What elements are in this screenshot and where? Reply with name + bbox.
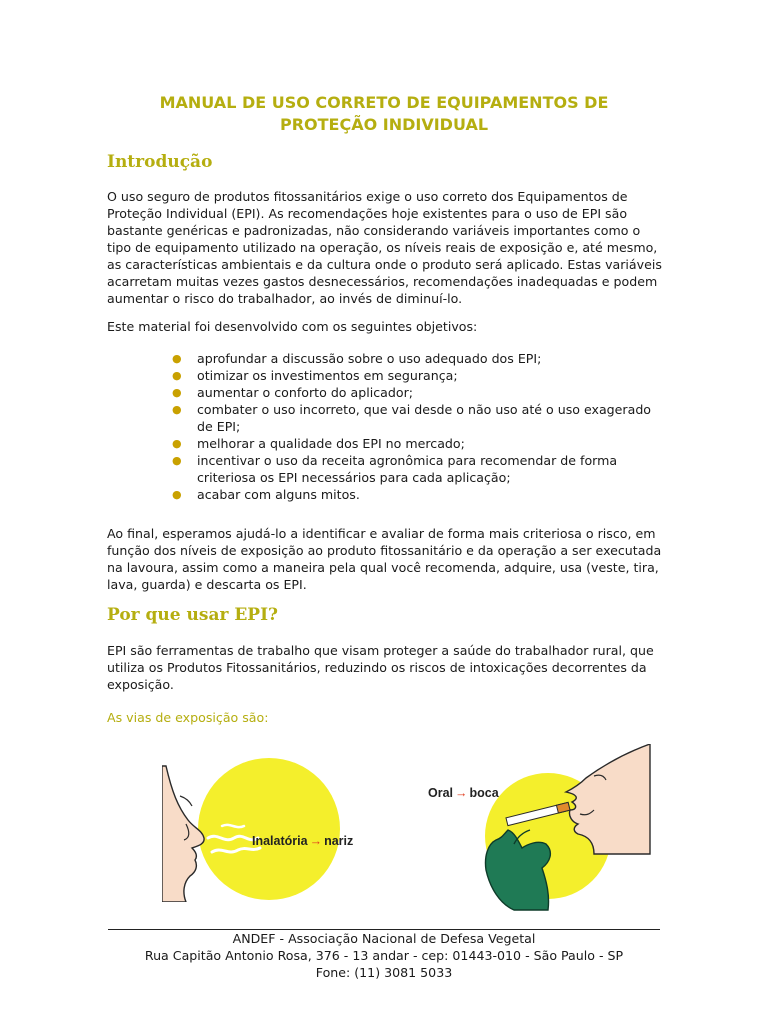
title-line-2: PROTEÇÃO INDIVIDUAL — [279, 115, 489, 134]
arrow-right-icon: → — [309, 834, 323, 848]
list-item: ● combater o uso incorreto, que vai desde o não uso até o uso exagerado de EPI; — [172, 402, 652, 434]
footer-phone: Fone: (11) 3081 5033 — [315, 965, 453, 980]
closing-paragraph: Ao final, esperamos ajudá-lo a identificar e avaliar de forma mais criteriosa o risco, em função dos níveis de exposição ao produto fitossanitário e da operação a ser executada na lavoura, assim como a maneira pela qual você recomenda, adquire, usa (veste, tira, lava, guarda) e descarta os EPI. — [107, 526, 662, 592]
bullet-icon: ● — [172, 488, 182, 501]
footer — [100, 930, 668, 981]
inhalation-label: Inalatória → nariz — [252, 834, 354, 848]
face-profile — [162, 766, 204, 902]
intro-paragraph: O uso seguro de produtos fitossanitários exige o uso correto dos Equipamentos de Proteção Individual (EPI). As recomendações hoje existentes para o uso de EPI são bastante genéricas e padronizadas, não considerando variáveis importantes como o tipo de equipamento utilizado na operação, os níveis reais de exposição e, até mesmo, as características ambientais e da cultura onde o produto será aplicado. Estas variáveis acarretam muitas vezes gastos desnecessários, recomendações inadequadas e podem aumentar o risco do trabalhador, ao invés de diminuí-lo. — [107, 189, 662, 306]
glove — [485, 830, 550, 910]
bullet-icon: ● — [172, 386, 182, 399]
inhalation-illustration — [162, 752, 372, 902]
exposure-intro: As vias de exposição são: — [107, 710, 269, 725]
footer-address: Rua Capitão Antonio Rosa, 376 - 13 andar - cep: 01443-010 - São Paulo - SP — [144, 948, 624, 963]
objectives-list — [170, 350, 660, 503]
why-paragraph: EPI são ferramentas de trabalho que visam proteger a saúde do trabalhador rural, que utiliza os Produtos Fitossanitários, reduzindo os riscos de intoxicações decorrentes da exposição. — [107, 643, 654, 692]
bullet-icon: ● — [172, 454, 182, 467]
oral-image — [418, 744, 658, 914]
list-item: ● acabar com alguns mitos. — [172, 487, 360, 502]
bullet-icon: ● — [172, 352, 182, 365]
bullet-icon: ● — [172, 437, 182, 450]
list-item: ● otimizar os investimentos em segurança; — [172, 368, 458, 383]
footer-organization: ANDEF - Associação Nacional de Defesa Vegetal — [232, 931, 536, 946]
title-line-1: MANUAL DE USO CORRETO DE EQUIPAMENTOS DE — [159, 93, 609, 112]
list-item: ● aprofundar a discussão sobre o uso adequado dos EPI; — [172, 351, 542, 366]
bullet-icon: ● — [172, 403, 182, 416]
why-heading: Por que usar EPI? — [107, 605, 278, 625]
yellow-circle — [198, 758, 340, 900]
arrow-right-icon: → — [455, 786, 468, 800]
oral-illustration — [418, 744, 658, 914]
document-title — [100, 92, 668, 136]
oral-label: Oral → boca — [428, 786, 499, 800]
inhalation-image — [162, 752, 372, 902]
list-item: ● incentivar o uso da receita agronômica para recomendar de forma criteriosa os EPI necessários para cada aplicação; — [172, 453, 618, 485]
list-item: ● melhorar a qualidade dos EPI no mercado; — [172, 436, 465, 451]
list-item: ● aumentar o conforto do aplicador; — [172, 385, 413, 400]
objectives-intro: Este material foi desenvolvido com os seguintes objetivos: — [107, 319, 478, 334]
bullet-icon: ● — [172, 369, 182, 382]
intro-heading: Introdução — [107, 152, 213, 172]
